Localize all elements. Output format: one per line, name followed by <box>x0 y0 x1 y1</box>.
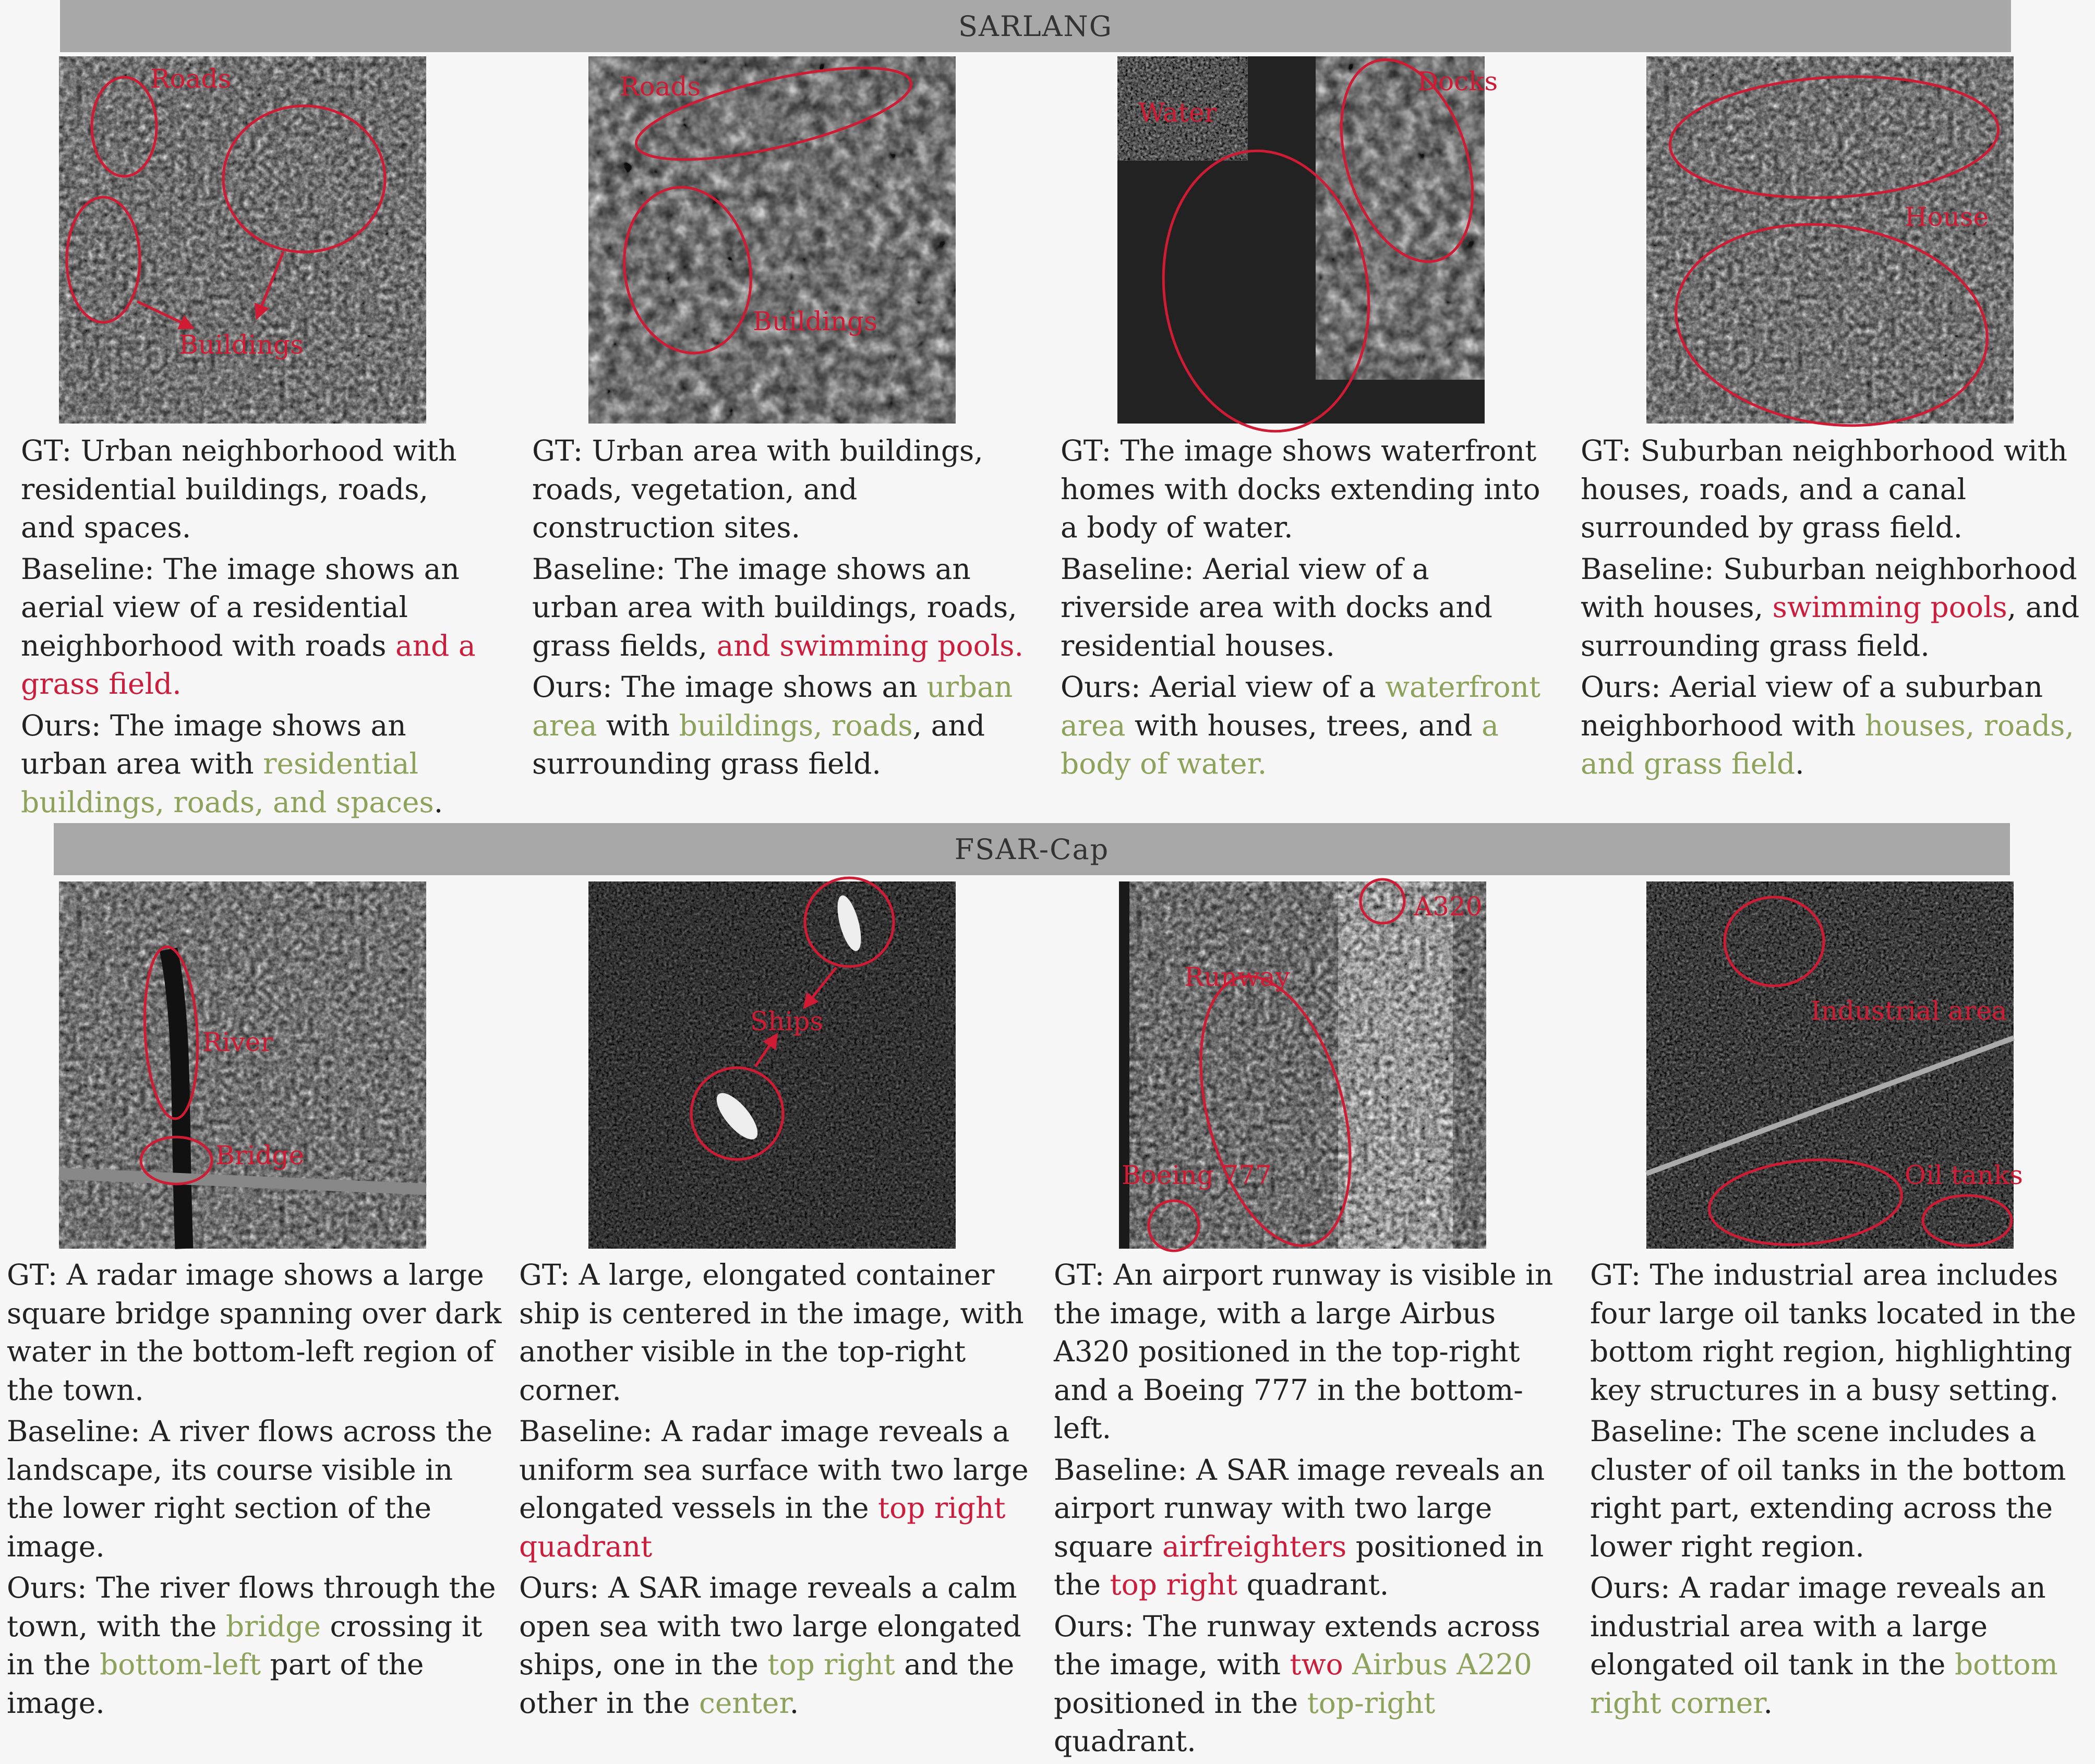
label-house: House <box>1905 202 1989 232</box>
label-a320: A320 <box>1414 891 1483 922</box>
label-oil-tanks: Oil tanks <box>1905 1160 2023 1190</box>
caption-1: GT: Urban neighborhood with residential buildings, roads, and spaces. Baseline: The image shows an aerial view of a residential neighborhood with roads and a grass field. Ours: The image shows an urban area with residential buildings, roads, and spaces. <box>21 432 490 825</box>
gt-text: GT: The industrial area includes four large oil tanks located in the bottom right region, highlighting key structures in a busy setting. <box>1590 1258 2076 1407</box>
baseline-text: Baseline: A river flows across the landscape, its course visible in the lower right section of the image. <box>7 1415 493 1563</box>
label-river: River <box>202 1027 273 1057</box>
caption-2: GT: Urban area with buildings, roads, vegetation, and construction sites. Baseline: The image shows an urban area with buildings, roads, grass fields, and swimming pools. Ours: The image shows an urban area with buildings, roads, and surrounding grass field. <box>532 432 1033 787</box>
label-buildings: Buildings <box>753 306 877 336</box>
caption-8: GT: The industrial area includes four large oil tanks located in the bottom right region, highlighting key structures in a busy setting. Baseline: The scene includes a cluster of oil tanks in the bottom right part, extending across the lower right region. Ours: A radar image reveals an industrial area with a large elongated oil tank in the bottom right corner. <box>1590 1256 2095 1725</box>
gt-text: GT: A radar image shows a large square bridge spanning over dark water in the bottom-left region of the town. <box>7 1258 502 1407</box>
label-runway: Runway <box>1184 962 1290 992</box>
section-band-fsar-cap: FSAR-Cap <box>54 823 2010 875</box>
section-band-sarlang: SARLANG <box>60 0 2011 52</box>
gt-text: GT: Urban neighborhood with residential buildings, roads, and spaces. <box>21 434 457 544</box>
label-roads: Roads <box>620 71 701 102</box>
ours-match: residential buildings, roads, and spaces <box>21 747 434 819</box>
gt-text: GT: Urban area with buildings, roads, vegetation, and construction sites. <box>532 434 983 544</box>
caption-3: GT: The image shows waterfront homes with docks extending into a body of water. Baseline: Aerial view of a riverside area with docks and residential houses. Ours: Aerial view of a waterfront area with houses, trees, and a body of water. <box>1061 432 1556 787</box>
sar-image-1 <box>59 56 426 424</box>
baseline-text: Baseline: The image shows an aerial view of a residential neighborhood with roads <box>21 552 460 662</box>
gt-text: GT: Suburban neighborhood with houses, roads, and a canal surrounded by grass field. <box>1581 434 2067 544</box>
sar-image-6 <box>588 881 956 1249</box>
baseline-text: Baseline: Aerial view of a riverside area with docks and residential houses. <box>1061 552 1493 662</box>
label-industrial-area: Industrial area <box>1811 996 2007 1026</box>
gt-text: GT: A large, elongated container ship is centered in the image, with another visible in the top-right corner. <box>519 1258 1024 1407</box>
caption-5: GT: A radar image shows a large square bridge spanning over dark water in the bottom-left region of the town. Baseline: A river flows across the landscape, its course visible in the lower right section of the image. Ours: The river flows through the town, with the bridge crossing it in the bottom-left part of the image. <box>7 1256 508 1725</box>
caption-7: GT: An airport runway is visible in the image, with a large Airbus A320 positioned in the top-right and a Boeing 777 in the bottom-left. Baseline: A SAR image reveals an airport runway with two large square airfreighters positioned in the top right quadrant. Ours: The runway extends across the image, with two Airbus A220 positioned in the top-right quadrant. <box>1054 1256 1570 1764</box>
label-boeing-777: Boeing 777 <box>1122 1160 1272 1190</box>
label-ships: Ships <box>750 1006 824 1036</box>
label-buildings: Buildings <box>179 330 304 360</box>
caption-4: GT: Suburban neighborhood with houses, roads, and a canal surrounded by grass field. Baseline: Suburban neighborhood with houses, swimming pools, and surrounding grass field. Ours: Aerial view of a suburban neighborhood with houses, roads, and grass field. <box>1581 432 2095 787</box>
sar-image-7 <box>1119 881 1486 1249</box>
label-bridge: Bridge <box>215 1140 305 1170</box>
sar-image-8 <box>1646 881 2023 1249</box>
baseline-text: Baseline: The scene includes a cluster of oil tanks in the bottom right part, extending across the lower right region. <box>1590 1415 2066 1563</box>
baseline-error: and a grass field. <box>21 629 476 700</box>
label-roads: Roads <box>150 64 232 94</box>
baseline-error: and swimming pools. <box>716 629 1024 662</box>
baseline-text: Baseline: The image shows an urban area with buildings, roads, grass fields, <box>532 552 1017 662</box>
sar-image-5 <box>59 881 426 1249</box>
gt-text: GT: The image shows waterfront homes with docks extending into a body of water. <box>1061 434 1540 544</box>
sar-image-3 <box>1117 56 1498 424</box>
caption-6: GT: A large, elongated container ship is centered in the image, with another visible in the top-right corner. Baseline: A radar image reveals a uniform sea surface with two large elongated vessels in the top right quadrant Ours: A SAR image reveals a calm open sea with two large elongated ships, one in the top right and the other in the center. <box>519 1256 1041 1725</box>
gt-text: GT: An airport runway is visible in the image, with a large Airbus A320 positioned in the top-right and a Boeing 777 in the bottom-left. <box>1054 1258 1554 1445</box>
label-docks: Docks <box>1417 66 1498 96</box>
sar-image-2 <box>588 56 956 424</box>
sar-image-4 <box>1646 56 2014 424</box>
label-water: Water <box>1138 98 1217 128</box>
